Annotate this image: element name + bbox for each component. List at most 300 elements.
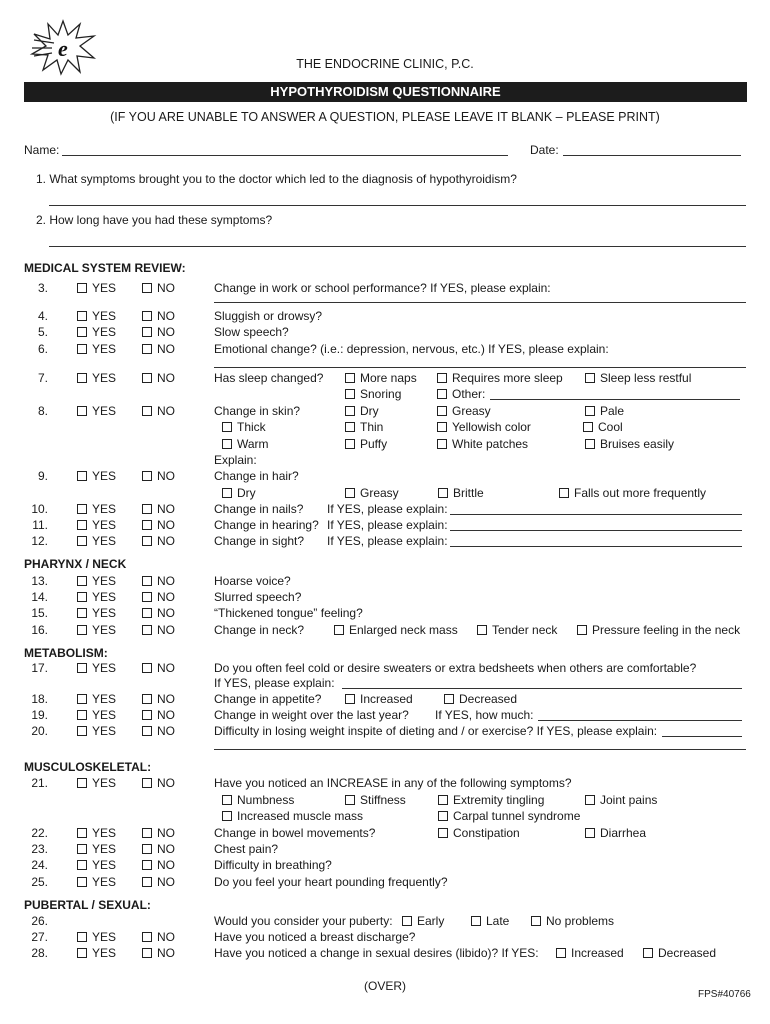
yes-label: YES (92, 606, 117, 620)
checkbox[interactable] (437, 406, 447, 416)
form-id: FPS#40766 (698, 989, 751, 1000)
yes-option[interactable] (77, 724, 116, 738)
no-label: NO (157, 692, 175, 706)
no-option[interactable] (142, 281, 175, 295)
no-option[interactable] (142, 309, 175, 323)
instructions: (IF YOU ARE UNABLE TO ANSWER A QUESTION, PLEASE LEAVE IT BLANK – PLEASE PRINT) (110, 110, 660, 124)
checkbox[interactable] (142, 844, 152, 854)
checkbox[interactable] (402, 916, 412, 926)
q8-warm[interactable]: Warm (222, 437, 269, 451)
no-option[interactable] (142, 708, 175, 722)
no-option[interactable] (142, 724, 175, 738)
checkbox[interactable] (142, 778, 152, 788)
question-number: 10. (31, 502, 48, 516)
yes-label: YES (92, 590, 117, 604)
checkbox[interactable] (142, 406, 152, 416)
no-label: NO (157, 404, 175, 418)
checkbox[interactable] (142, 932, 152, 942)
yes-option[interactable] (77, 404, 116, 418)
yes-label: YES (92, 930, 117, 944)
no-label: NO (157, 534, 175, 548)
yes-option[interactable] (77, 590, 116, 604)
yes-option[interactable] (77, 946, 116, 960)
question-number: 14. (31, 590, 48, 604)
q21-numbness[interactable]: Numbness (222, 793, 294, 807)
yes-option[interactable] (77, 342, 116, 356)
checkbox[interactable] (142, 948, 152, 958)
no-label: NO (157, 623, 175, 637)
checkbox[interactable] (142, 592, 152, 602)
no-option[interactable] (142, 875, 175, 889)
q11-text: Change in hearing? (214, 518, 319, 532)
checkbox[interactable] (556, 948, 566, 958)
q21-tingling[interactable]: Extremity tingling (438, 793, 544, 807)
question-number: 16. (31, 623, 48, 637)
q16-enlarged[interactable]: Enlarged neck mass (334, 623, 458, 637)
date-field[interactable] (563, 155, 741, 156)
checkbox[interactable] (577, 625, 587, 635)
section-metabolism: METABOLISM: (24, 646, 108, 660)
q19-how-much-label: If YES, how much: (435, 708, 534, 722)
yes-option[interactable] (77, 534, 116, 548)
no-label: NO (157, 590, 175, 604)
q21-carpal-tunnel[interactable]: Carpal tunnel syndrome (438, 809, 580, 823)
no-label: NO (157, 826, 175, 840)
checkbox[interactable] (438, 828, 448, 838)
question-number: 18. (31, 692, 48, 706)
yes-label: YES (92, 858, 117, 872)
yes-label: YES (92, 623, 117, 637)
checkbox[interactable] (77, 932, 87, 942)
q7-less-restful[interactable]: Sleep less restful (585, 371, 691, 385)
no-option[interactable] (142, 930, 175, 944)
no-label: NO (157, 325, 175, 339)
checkbox[interactable] (142, 504, 152, 514)
yes-option[interactable] (77, 708, 116, 722)
checkbox[interactable] (142, 663, 152, 673)
checkbox[interactable] (222, 422, 232, 432)
no-label: NO (157, 518, 175, 532)
checkbox[interactable] (142, 344, 152, 354)
q21-joint-pains[interactable]: Joint pains (585, 793, 657, 807)
q11-explain-field[interactable] (450, 530, 742, 531)
checkbox[interactable] (77, 536, 87, 546)
yes-label: YES (92, 404, 117, 418)
no-option[interactable] (142, 776, 175, 790)
q25-text: Do you feel your heart pounding frequently? (214, 875, 448, 889)
checkbox[interactable] (77, 520, 87, 530)
q16-pressure[interactable]: Pressure feeling in the neck (577, 623, 740, 637)
checkbox[interactable] (142, 625, 152, 635)
no-label: NO (157, 776, 175, 790)
q7-text: Has sleep changed? (214, 371, 324, 385)
no-label: NO (157, 606, 175, 620)
yes-label: YES (92, 946, 117, 960)
yes-label: YES (92, 281, 117, 295)
no-option[interactable] (142, 574, 175, 588)
q8-greasy[interactable]: Greasy (437, 404, 491, 418)
q21-text: Have you noticed an INCREASE in any of the following symptoms? (214, 776, 572, 790)
q9-brittle[interactable]: Brittle (438, 486, 484, 500)
no-option[interactable] (142, 325, 175, 339)
yes-label: YES (92, 371, 117, 385)
checkbox[interactable] (437, 439, 447, 449)
q5-text: Slow speech? (214, 325, 289, 339)
name-field[interactable] (62, 155, 508, 156)
no-label: NO (157, 371, 175, 385)
q8-white-patches[interactable]: White patches (437, 437, 528, 451)
no-label: NO (157, 842, 175, 856)
no-option[interactable] (142, 842, 175, 856)
q6-text: Emotional change? (i.e.: depression, nervous, etc.) If YES, please explain: (214, 342, 609, 356)
q26-late[interactable]: Late (471, 914, 509, 928)
q7-other-field[interactable] (490, 399, 740, 400)
question-number: 23. (31, 842, 48, 856)
section-pubertal: PUBERTAL / SEXUAL: (24, 898, 151, 912)
checkbox[interactable] (583, 422, 593, 432)
no-label: NO (157, 574, 175, 588)
checkbox[interactable] (77, 592, 87, 602)
q26-early[interactable]: Early (402, 914, 444, 928)
checkbox[interactable] (437, 389, 447, 399)
checkbox[interactable] (345, 373, 355, 383)
checkbox[interactable] (334, 625, 344, 635)
question-number: 13. (31, 574, 48, 588)
yes-option[interactable] (77, 661, 116, 675)
q12-explain-label: If YES, please explain: (327, 534, 448, 548)
q8-cool[interactable]: Cool (583, 420, 623, 434)
checkbox[interactable] (345, 694, 355, 704)
checkbox[interactable] (345, 488, 355, 498)
q18-increased[interactable]: Increased (345, 692, 413, 706)
q9-greasy[interactable]: Greasy (345, 486, 399, 500)
form-title: HYPOTHYROIDISM QUESTIONNAIRE (24, 82, 747, 102)
checkbox[interactable] (77, 344, 87, 354)
q8-thin[interactable]: Thin (345, 420, 383, 434)
checkbox[interactable] (77, 694, 87, 704)
q9-falls-out[interactable]: Falls out more frequently (559, 486, 706, 500)
q7-other[interactable]: Other: (437, 387, 485, 401)
question-number: 17. (31, 661, 48, 675)
checkbox[interactable] (77, 778, 87, 788)
q12-text: Change in sight? (214, 534, 305, 548)
checkbox[interactable] (142, 576, 152, 586)
q6-explain-field[interactable] (214, 367, 746, 368)
q8-bruises[interactable]: Bruises easily (585, 437, 674, 451)
checkbox[interactable] (77, 860, 87, 870)
no-option[interactable] (142, 858, 175, 872)
section-pharynx: PHARYNX / NECK (24, 557, 127, 571)
over-note: (OVER) (364, 979, 406, 993)
no-option[interactable] (142, 623, 175, 637)
checkbox[interactable] (438, 811, 448, 821)
q14-text: Slurred speech? (214, 590, 302, 604)
yes-option[interactable] (77, 309, 116, 323)
checkbox[interactable] (142, 311, 152, 321)
q22-text: Change in bowel movements? (214, 826, 376, 840)
no-option[interactable] (142, 371, 175, 385)
q8-puffy[interactable]: Puffy (345, 437, 387, 451)
checkbox[interactable] (77, 663, 87, 673)
checkbox[interactable] (142, 877, 152, 887)
checkbox[interactable] (345, 389, 355, 399)
checkbox[interactable] (77, 625, 87, 635)
no-label: NO (157, 342, 175, 356)
date-label: Date: (530, 143, 559, 157)
q12-explain-field[interactable] (450, 546, 742, 547)
yes-option[interactable] (77, 325, 116, 339)
q22-constipation[interactable]: Constipation (438, 826, 520, 840)
checkbox[interactable] (585, 439, 595, 449)
checkbox[interactable] (643, 948, 653, 958)
yes-option[interactable] (77, 875, 116, 889)
q4-text: Sluggish or drowsy? (214, 309, 323, 323)
no-label: NO (157, 469, 175, 483)
question-number: 15. (31, 606, 48, 620)
checkbox[interactable] (345, 795, 355, 805)
checkbox[interactable] (77, 576, 87, 586)
yes-option[interactable] (77, 826, 116, 840)
question-number: 24. (31, 858, 48, 872)
yes-option[interactable] (77, 606, 116, 620)
no-label: NO (157, 281, 175, 295)
checkbox[interactable] (77, 828, 87, 838)
q8-text: Change in skin? (214, 404, 301, 418)
no-option[interactable] (142, 661, 175, 675)
q8-dry[interactable]: Dry (345, 404, 379, 418)
yes-option[interactable] (77, 502, 116, 516)
yes-option[interactable] (77, 281, 116, 295)
q24-text: Difficulty in breathing? (214, 858, 332, 872)
logo-letter: e (58, 36, 68, 61)
answer-2-field[interactable] (49, 246, 746, 247)
no-label: NO (157, 708, 175, 722)
question-number: 26. (31, 914, 48, 928)
checkbox[interactable] (142, 860, 152, 870)
checkbox[interactable] (142, 283, 152, 293)
q27-text: Have you noticed a breast discharge? (214, 930, 416, 944)
q10-explain-label: If YES, please explain: (327, 502, 448, 516)
question-number: 9. (37, 469, 48, 483)
yes-label: YES (92, 826, 117, 840)
yes-option[interactable] (77, 574, 116, 588)
q7-more-sleep[interactable]: Requires more sleep (437, 371, 563, 385)
q21-muscle-mass[interactable]: Increased muscle mass (222, 809, 363, 823)
checkbox[interactable] (585, 795, 595, 805)
question-number: 7. (37, 371, 48, 385)
checkbox[interactable] (531, 916, 541, 926)
q26-text: Would you consider your puberty: (214, 914, 393, 928)
checkbox[interactable] (77, 710, 87, 720)
checkbox[interactable] (142, 828, 152, 838)
no-label: NO (157, 858, 175, 872)
yes-label: YES (92, 842, 117, 856)
yes-option[interactable] (77, 692, 116, 706)
yes-option[interactable] (77, 623, 116, 637)
q18-text: Change in appetite? (214, 692, 322, 706)
checkbox[interactable] (438, 795, 448, 805)
checkbox[interactable] (345, 406, 355, 416)
yes-label: YES (92, 875, 117, 889)
question-number: 21. (31, 776, 48, 790)
question-number: 27. (31, 930, 48, 944)
no-option[interactable] (142, 518, 175, 532)
yes-label: YES (92, 692, 117, 706)
q17-explain-label: If YES, please explain: (214, 676, 335, 690)
q22-diarrhea[interactable]: Diarrhea (585, 826, 646, 840)
yes-option[interactable] (77, 469, 116, 483)
yes-option[interactable] (77, 776, 116, 790)
no-label: NO (157, 875, 175, 889)
checkbox[interactable] (77, 608, 87, 618)
no-option[interactable] (142, 590, 175, 604)
q9-dry[interactable]: Dry (222, 486, 256, 500)
checkbox[interactable] (142, 536, 152, 546)
yes-label: YES (92, 518, 117, 532)
q17-text: Do you often feel cold or desire sweaters or extra bedsheets when others are comfortable? (214, 661, 697, 675)
checkbox[interactable] (142, 726, 152, 736)
yes-label: YES (92, 534, 117, 548)
no-option[interactable] (142, 826, 175, 840)
q23-text: Chest pain? (214, 842, 279, 856)
yes-label: YES (92, 325, 117, 339)
checkbox[interactable] (477, 625, 487, 635)
q11-explain-label: If YES, please explain: (327, 518, 448, 532)
no-option[interactable] (142, 946, 175, 960)
no-label: NO (157, 661, 175, 675)
question-number: 25. (31, 875, 48, 889)
checkbox[interactable] (77, 373, 87, 383)
checkbox[interactable] (471, 916, 481, 926)
yes-option[interactable] (77, 930, 116, 944)
checkbox[interactable] (77, 283, 87, 293)
no-label: NO (157, 502, 175, 516)
section-musculoskeletal: MUSCULOSKELETAL: (24, 760, 152, 774)
q28-increased[interactable]: Increased (556, 946, 624, 960)
q21-stiffness[interactable]: Stiffness (345, 793, 406, 807)
no-option[interactable] (142, 692, 175, 706)
q17-explain-field[interactable] (342, 688, 742, 689)
checkbox[interactable] (77, 877, 87, 887)
checkbox[interactable] (142, 710, 152, 720)
checkbox[interactable] (77, 504, 87, 514)
yes-label: YES (92, 724, 117, 738)
no-option[interactable] (142, 502, 175, 516)
checkbox[interactable] (585, 828, 595, 838)
answer-1-field[interactable] (49, 205, 746, 206)
q15-text: “Thickened tongue” feeling? (214, 606, 363, 620)
q20-explain-field[interactable] (662, 736, 742, 737)
yes-label: YES (92, 574, 117, 588)
question-number: 28. (31, 946, 48, 960)
checkbox[interactable] (585, 373, 595, 383)
question-number: 11. (32, 518, 48, 532)
q26-no-problems[interactable]: No problems (531, 914, 614, 928)
question-number: 6. (37, 342, 48, 356)
no-option[interactable] (142, 534, 175, 548)
yes-option[interactable] (77, 518, 116, 532)
checkbox[interactable] (438, 488, 448, 498)
checkbox[interactable] (437, 422, 447, 432)
checkbox[interactable] (345, 422, 355, 432)
checkbox[interactable] (142, 327, 152, 337)
yes-option[interactable] (77, 858, 116, 872)
q8-pale[interactable]: Pale (585, 404, 624, 418)
checkbox[interactable] (222, 439, 232, 449)
q28-decreased[interactable]: Decreased (643, 946, 716, 960)
checkbox[interactable] (77, 948, 87, 958)
section-medical: MEDICAL SYSTEM REVIEW: (24, 261, 186, 275)
checkbox[interactable] (142, 471, 152, 481)
checkbox[interactable] (142, 608, 152, 618)
checkbox[interactable] (345, 439, 355, 449)
checkbox[interactable] (142, 694, 152, 704)
checkbox[interactable] (585, 406, 595, 416)
checkbox[interactable] (77, 471, 87, 481)
question-1: 1. What symptoms brought you to the doctor which led to the diagnosis of hypothyroidism? (36, 172, 517, 186)
q20-text: Difficulty in losing weight inspite of dieting and / or exercise? If YES, please explain: (214, 724, 658, 738)
q7-snoring[interactable]: Snoring (345, 387, 401, 401)
question-number: 20. (31, 724, 48, 738)
q8-explain-label: Explain: (214, 453, 257, 467)
q16-tender[interactable]: Tender neck (477, 623, 557, 637)
checkbox[interactable] (222, 811, 232, 821)
checkbox[interactable] (222, 795, 232, 805)
q9-text: Change in hair? (214, 469, 299, 483)
question-number: 3. (37, 281, 48, 295)
q28-text: Have you noticed a change in sexual desires (libido)? If YES: (214, 946, 539, 960)
checkbox[interactable] (437, 373, 447, 383)
yes-label: YES (92, 502, 117, 516)
yes-label: YES (92, 708, 117, 722)
q8-thick[interactable]: Thick (222, 420, 266, 434)
checkbox[interactable] (77, 311, 87, 321)
no-option[interactable] (142, 606, 175, 620)
no-label: NO (157, 309, 175, 323)
yes-label: YES (92, 342, 117, 356)
checkbox[interactable] (444, 694, 454, 704)
no-option[interactable] (142, 342, 175, 356)
no-label: NO (157, 946, 175, 960)
q20-explain-field-2[interactable] (214, 749, 746, 750)
no-label: NO (157, 930, 175, 944)
checkbox[interactable] (142, 520, 152, 530)
q13-text: Hoarse voice? (214, 574, 291, 588)
yes-option[interactable] (77, 371, 116, 385)
no-option[interactable] (142, 404, 175, 418)
checkbox[interactable] (559, 488, 569, 498)
yes-label: YES (92, 469, 117, 483)
q8-yellowish[interactable]: Yellowish color (437, 420, 531, 434)
q18-decreased[interactable]: Decreased (444, 692, 517, 706)
question-number: 5. (37, 325, 48, 339)
checkbox[interactable] (222, 488, 232, 498)
checkbox[interactable] (77, 406, 87, 416)
q10-explain-field[interactable] (450, 514, 742, 515)
q7-more-naps[interactable]: More naps (345, 371, 417, 385)
q16-text: Change in neck? (214, 623, 305, 637)
q19-how-much-field[interactable] (538, 720, 742, 721)
question-number: 22. (31, 826, 48, 840)
q3-explain-field[interactable] (214, 302, 746, 303)
checkbox[interactable] (142, 373, 152, 383)
checkbox[interactable] (77, 327, 87, 337)
no-option[interactable] (142, 469, 175, 483)
checkbox[interactable] (77, 726, 87, 736)
name-label: Name: (24, 143, 60, 157)
yes-option[interactable] (77, 842, 116, 856)
checkbox[interactable] (77, 844, 87, 854)
